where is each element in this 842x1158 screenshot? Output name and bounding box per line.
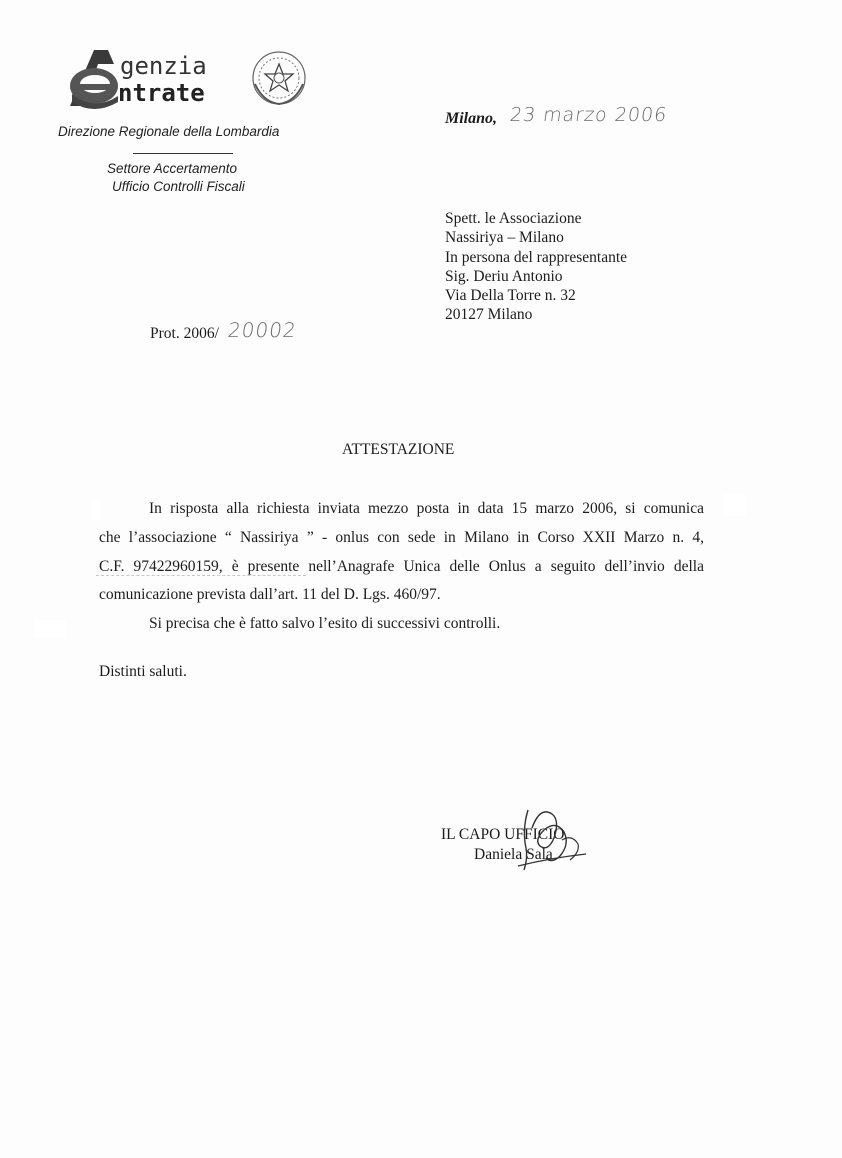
agency-logo [64,46,314,110]
city-label: Milano, [445,110,498,127]
closing-salutation: Distinti saluti. [99,663,187,680]
document-title: ATTESTAZIONE [342,441,455,458]
underline-mark [96,575,306,576]
signature-scribble-icon [500,800,600,880]
ufficio-label: Ufficio Controlli Fiscali [112,179,245,194]
body-note: Si precisa che è fatto salvo l’esito di successivi controlli. [149,615,501,632]
logo-text-genzia: genzia [120,52,207,80]
handwritten-protocol-number: 20002 [226,318,299,342]
recipient-line: Sig. Deriu Antonio [445,268,563,285]
correction-smudge [724,494,746,516]
correction-smudge [92,498,100,520]
handwritten-date: 23 marzo 2006 [508,104,669,126]
logo-text-ntrate: ntrate [118,79,205,107]
signatory-name: Daniela Sala [474,846,553,863]
recipient-line: Spett. le Associazione [445,210,582,227]
body-line: C.F. 97422960159, è presente nell’Anagrafe Unica delle Onlus a seguito dell’invio della [99,558,704,575]
recipient-line: In persona del rappresentante [445,249,628,266]
protocol-label: Prot. 2006/ [150,325,219,342]
direzione-regionale: Direzione Regionale della Lombardia [58,124,280,139]
settore-label: Settore Accertamento [107,161,238,176]
body-line: In risposta alla richiesta inviata mezzo posta in data 15 marzo 2006, si comunica [149,500,704,517]
recipient-line: 20127 Milano [445,306,533,323]
handwritten-signature [500,800,600,880]
body-line: che l’associazione “ Nassiriya ” - onlus con sede in Milano in Corso XXII Marzo n. 4, [99,529,704,546]
correction-smudge [34,620,66,638]
recipient-line: Nassiriya – Milano [445,229,564,246]
recipient-line: Via Della Torre n. 32 [445,287,576,304]
header-divider [133,153,233,154]
body-line: comunicazione prevista dall’art. 11 del D. Lgs. 460/97. [99,586,441,603]
signatory-role: IL CAPO UFFICIO [441,826,565,843]
